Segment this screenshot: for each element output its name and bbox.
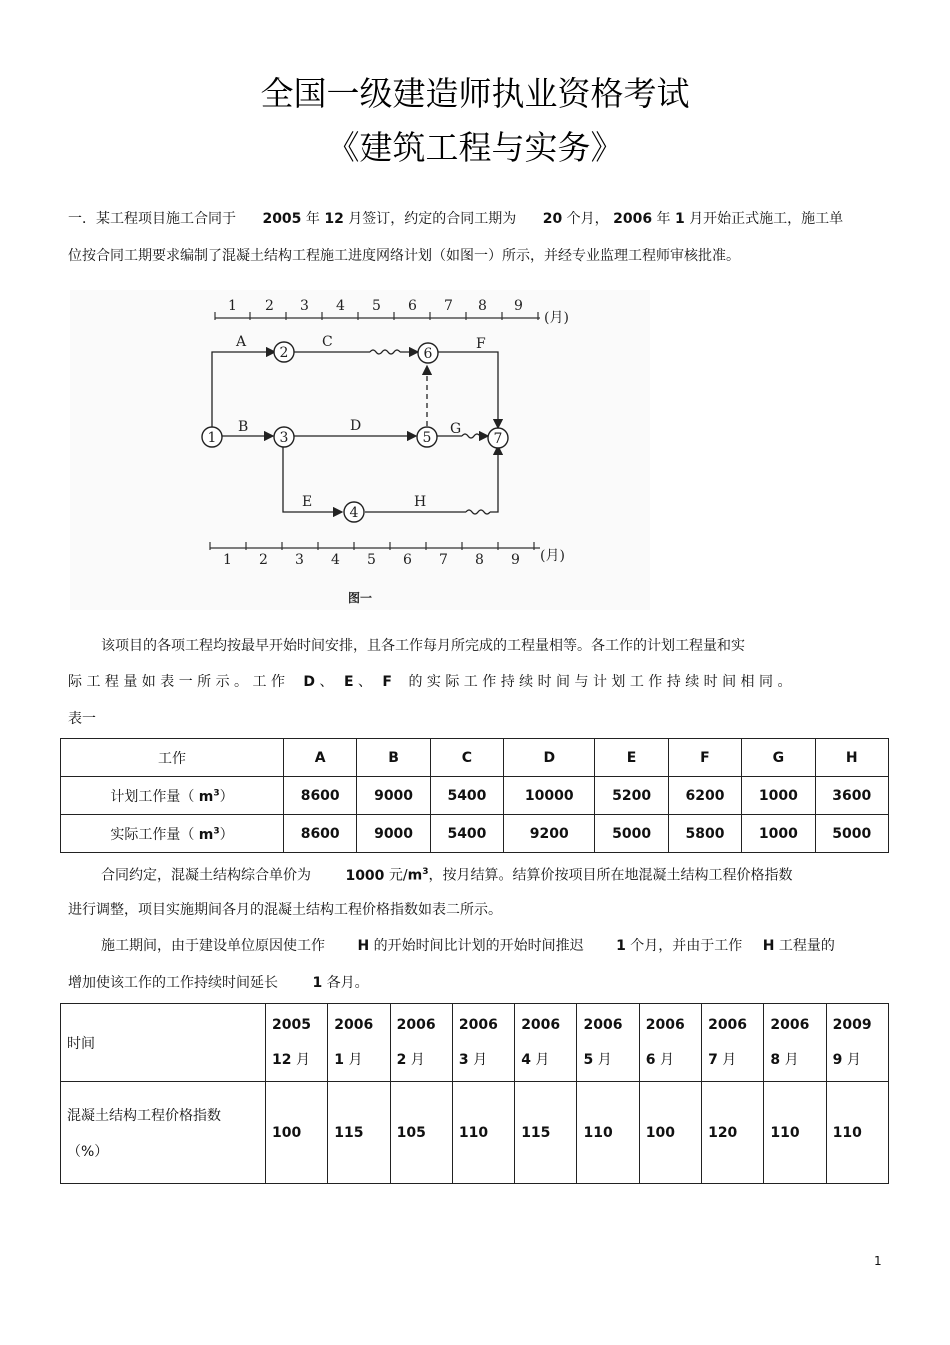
text: 年 — [305, 211, 320, 227]
text: 增加使该工作的工作持续时间延长 — [68, 975, 278, 991]
unit-label: (月) — [544, 310, 569, 326]
text: 的开始时间比计划的开始时间推迟 — [373, 938, 584, 954]
para2-line2 — [68, 672, 878, 692]
table-header-cell: F — [668, 739, 741, 777]
table1-label: 表一 — [68, 711, 96, 727]
node-label: 5 — [422, 430, 432, 446]
text: 月 — [722, 1051, 737, 1068]
table-cell: 5000 — [815, 815, 888, 853]
title-line-2: 《建筑工程与实务》 — [326, 128, 624, 167]
node-label: 2 — [279, 345, 289, 361]
table-header-cell — [764, 1004, 826, 1082]
month-label: 6 — [403, 552, 412, 568]
text: 的 实 际 工 作 持 续 时 间 与 计 划 工 作 持 续 时 间 相 同 。 — [408, 674, 792, 690]
month-label: 1 — [223, 552, 232, 568]
table-row — [61, 1082, 889, 1184]
table-header-cell — [266, 1004, 328, 1082]
text: F — [382, 674, 392, 690]
table-cell: 3600 — [815, 777, 888, 815]
month-label: 3 — [300, 298, 309, 314]
text: （%） — [67, 1143, 109, 1160]
row-label — [61, 815, 284, 853]
para1-line2: 位按合同工期要求编制了混凝土结构工程施工进度网络计划（如图一）所示，并经专业监理工程师审核批准。 — [68, 248, 740, 264]
text: m — [198, 826, 214, 843]
text: 个月， — [566, 211, 609, 227]
month-label: 4 — [336, 298, 345, 314]
text: 1 — [616, 938, 626, 954]
table-cell: 9000 — [357, 815, 430, 853]
text: 月开始正式施工，施工单 — [689, 211, 844, 227]
table-cell: 115 — [328, 1082, 390, 1184]
text: 2005 — [262, 211, 302, 227]
text: 合同约定，混凝土结构综合单价为 — [101, 867, 311, 884]
text: ） — [219, 826, 234, 843]
text: 月签订，约定的合同工期为 — [348, 211, 517, 227]
para1-line1 — [68, 209, 878, 229]
month-label: 2 — [265, 298, 274, 314]
text: H — [762, 938, 775, 954]
text: 4 — [521, 1051, 531, 1068]
text: 9 — [832, 1051, 843, 1068]
text: 3 — [213, 825, 220, 836]
month-label: 8 — [475, 552, 484, 568]
table-cell: 5200 — [595, 777, 668, 815]
text: 20 — [542, 211, 563, 227]
month-label: 1 — [228, 298, 237, 314]
table-cell: 10000 — [504, 777, 595, 815]
text: 计划工作量（ — [110, 788, 195, 805]
table-header-cell — [702, 1004, 764, 1082]
month-label: 2 — [259, 552, 268, 568]
text: 2006 — [770, 1016, 810, 1033]
text: 2006 — [645, 1016, 685, 1033]
para2-line1: 该项目的各项工程均按最早开始时间安排，且各工作每月所完成的工程量相等。各工作的计划工程量和实 — [101, 638, 745, 654]
table-cell: 5400 — [430, 777, 503, 815]
row-label — [61, 1082, 266, 1184]
text: 2006 — [521, 1016, 561, 1033]
table-cell: 5800 — [668, 815, 741, 853]
para4-line2 — [68, 973, 878, 993]
month-label: 7 — [444, 298, 453, 314]
month-label: 8 — [478, 298, 487, 314]
table-header-cell — [452, 1004, 514, 1082]
activity-label: G — [450, 421, 462, 437]
text: E — [343, 674, 354, 690]
text: 月 — [535, 1051, 550, 1068]
text: 、 — [319, 674, 334, 690]
month-label: 5 — [372, 298, 381, 314]
node-label: 6 — [423, 346, 433, 362]
para3-line2: 进行调整，项目实施期间各月的混凝土结构工程价格指数如表二所示。 — [68, 902, 502, 918]
table-header-cell — [328, 1004, 390, 1082]
text: 2006 — [334, 1016, 374, 1033]
row-label — [61, 777, 284, 815]
para3-line1 — [101, 862, 911, 886]
activity-label: A — [236, 334, 247, 350]
table-cell: 9000 — [357, 777, 430, 815]
text: 月 — [473, 1051, 488, 1068]
diagram-caption: 图一 — [348, 591, 373, 605]
table-header-cell: H — [815, 739, 888, 777]
table-cell: 110 — [452, 1082, 514, 1184]
text: 工程量的 — [778, 938, 835, 954]
text: H — [357, 938, 370, 954]
table-cell: 120 — [702, 1082, 764, 1184]
table-header-cell — [826, 1004, 888, 1082]
node-label: 3 — [279, 430, 289, 446]
text: 个月，并由于工作 — [630, 938, 743, 954]
table-header-cell: A — [284, 739, 357, 777]
table-cell: 110 — [826, 1082, 888, 1184]
text: 7 — [708, 1051, 718, 1068]
text: ，按月结算。结算价按项目所在地混凝土结构工程价格指数 — [428, 867, 793, 884]
table-row — [61, 1004, 889, 1082]
table-cell: 110 — [577, 1082, 639, 1184]
text: 月 — [410, 1051, 425, 1068]
text: 月 — [659, 1051, 674, 1068]
activity-label: D — [350, 418, 362, 434]
text: 2006 — [613, 211, 653, 227]
text: 2006 — [396, 1016, 436, 1033]
row-label: 时间 — [61, 1004, 266, 1082]
table-header-cell: 工作 — [61, 739, 284, 777]
month-label: 5 — [367, 552, 376, 568]
table-cell: 8600 — [284, 815, 357, 853]
page-number: 1 — [874, 1254, 882, 1268]
para4-line1 — [101, 936, 911, 956]
unit-label: (月) — [540, 548, 565, 564]
month-label: 4 — [331, 552, 340, 568]
text: 2 — [396, 1051, 407, 1068]
text: 月 — [295, 1051, 310, 1068]
text: 际 工 程 量 如 表 一 所 示 。 工 作 — [68, 674, 285, 690]
network-diagram — [70, 290, 650, 610]
text: 月 — [784, 1051, 799, 1068]
activity-label: E — [302, 494, 313, 510]
node-label: 7 — [493, 431, 503, 447]
text: 1 — [674, 211, 685, 227]
text: 月 — [846, 1051, 861, 1068]
text: 实际工作量（ — [110, 826, 195, 843]
text: 2006 — [708, 1016, 748, 1033]
text: 1000 — [345, 867, 385, 884]
table-cell: 6200 — [668, 777, 741, 815]
table-cell: 9200 — [504, 815, 595, 853]
text: 1 — [334, 1051, 345, 1068]
node-label: 4 — [349, 505, 359, 521]
activity-label: C — [322, 334, 333, 350]
text: 年 — [656, 211, 671, 227]
month-label: 6 — [408, 298, 417, 314]
table-row — [61, 777, 889, 815]
text: 3 — [213, 787, 220, 798]
text: 1 — [312, 975, 323, 991]
text: 6 — [645, 1051, 656, 1068]
activity-label: F — [476, 336, 486, 352]
table-header-cell — [390, 1004, 452, 1082]
text: m — [407, 867, 423, 884]
table-cell: 8600 — [284, 777, 357, 815]
text: 5 — [583, 1051, 594, 1068]
text: 元/ — [388, 867, 408, 884]
text: 月 — [348, 1051, 363, 1068]
node-label: 1 — [207, 430, 217, 446]
text: 月 — [597, 1051, 612, 1068]
table-row — [61, 739, 889, 777]
table-cell: 110 — [764, 1082, 826, 1184]
table-header-cell: B — [357, 739, 430, 777]
month-label: 9 — [511, 552, 520, 568]
title-line-1: 全国一级建造师执业资格考试 — [260, 74, 690, 113]
table-cell: 100 — [639, 1082, 701, 1184]
table-cell: 5000 — [595, 815, 668, 853]
table-price-index — [60, 1003, 889, 1184]
table-workload — [60, 738, 889, 853]
table-cell: 1000 — [742, 815, 815, 853]
text: 混凝土结构工程价格指数 — [67, 1107, 221, 1124]
table-header-cell — [515, 1004, 577, 1082]
text: 2009 — [832, 1016, 872, 1033]
table-cell: 105 — [390, 1082, 452, 1184]
text: m — [198, 788, 214, 805]
text: 3 — [458, 1051, 469, 1068]
text: 2006 — [458, 1016, 498, 1033]
text: D — [303, 674, 316, 690]
text: ） — [219, 788, 234, 805]
table-cell: 100 — [266, 1082, 328, 1184]
table-header-cell: D — [504, 739, 595, 777]
text: 3 — [422, 867, 429, 877]
text: 12 — [324, 211, 344, 227]
text: 2006 — [583, 1016, 623, 1033]
text: 2005 — [272, 1016, 311, 1033]
text: 、 — [357, 674, 372, 690]
table-cell: 1000 — [742, 777, 815, 815]
table-header-cell — [577, 1004, 639, 1082]
table-cell: 115 — [515, 1082, 577, 1184]
table-header-cell: E — [595, 739, 668, 777]
text: 施工期间，由于建设单位原因使工作 — [101, 938, 325, 954]
text: 一．某工程项目施工合同于 — [68, 211, 236, 227]
table-header-cell — [639, 1004, 701, 1082]
table-cell: 5400 — [430, 815, 503, 853]
month-label: 3 — [295, 552, 304, 568]
activity-label: B — [238, 419, 249, 435]
month-label: 9 — [514, 298, 523, 314]
text: 8 — [770, 1051, 781, 1068]
table-header-cell: G — [742, 739, 815, 777]
activity-label: H — [414, 494, 427, 510]
table-header-cell: C — [430, 739, 503, 777]
month-label: 7 — [439, 552, 448, 568]
table-row — [61, 815, 889, 853]
text: 12 — [272, 1051, 292, 1068]
text: 各月。 — [326, 975, 369, 991]
